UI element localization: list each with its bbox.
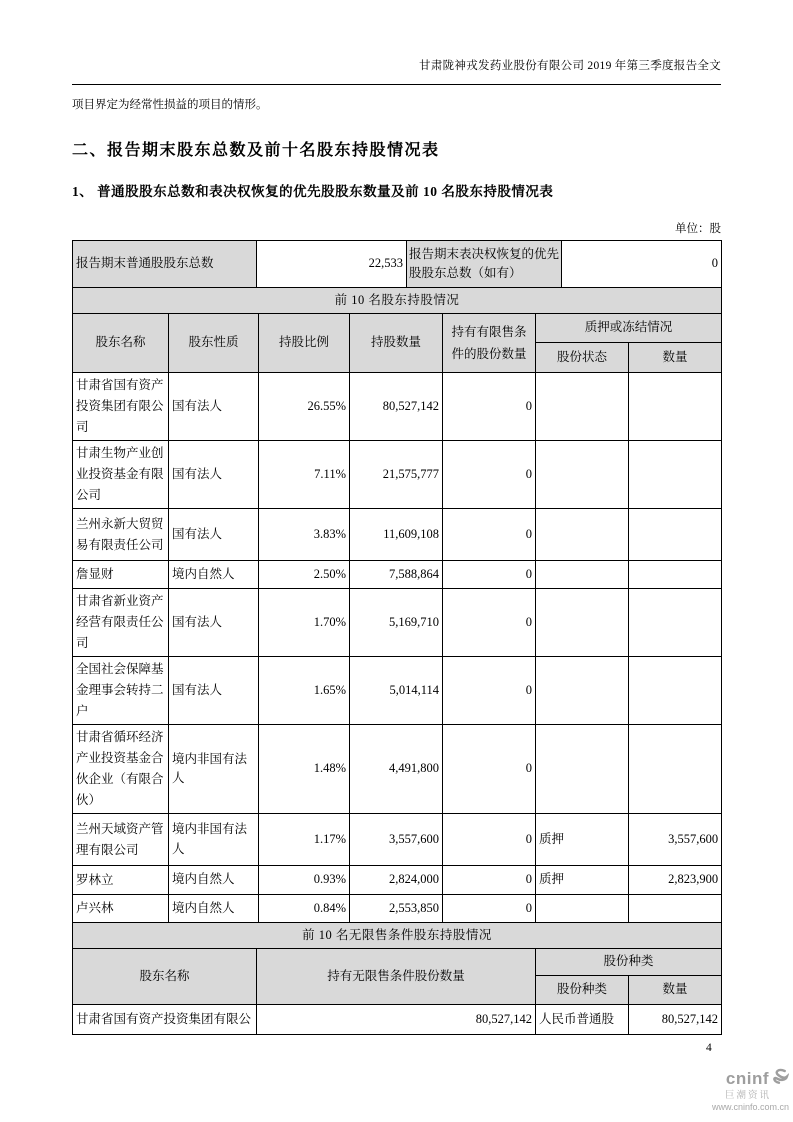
pledge-status	[536, 657, 629, 725]
shareholder-nature: 境内非国有法人	[169, 814, 259, 866]
document-header-title: 甘肃陇神戎发药业股份有限公司 2019 年第三季度报告全文	[419, 60, 721, 72]
pledge-status	[536, 561, 629, 589]
cninfo-chinese-name: 巨潮资讯	[724, 1090, 771, 1101]
preferred-shareholders-value: 0	[562, 241, 722, 288]
top10-shareholders-table	[72, 287, 722, 923]
pledge-qty	[629, 441, 722, 509]
share-qty: 80,527,142	[629, 1005, 722, 1035]
restricted-shares: 0	[443, 509, 536, 561]
restricted-shares: 0	[443, 589, 536, 657]
pledge-qty: 3,557,600	[629, 814, 722, 866]
holding-shares: 3,557,600	[350, 814, 443, 866]
holding-ratio: 3.83%	[259, 509, 350, 561]
shareholder-name: 兰州永新大贸贸易有限责任公司	[73, 509, 169, 561]
pledge-qty	[629, 725, 722, 814]
pledge-qty	[629, 373, 722, 441]
header-divider	[72, 84, 721, 85]
table-row	[73, 373, 722, 441]
shareholder-name: 甘肃省国有资产投资集团有限公	[73, 1005, 257, 1035]
pledge-status	[536, 509, 629, 561]
holding-shares: 2,824,000	[350, 866, 443, 895]
pledge-qty	[629, 657, 722, 725]
holding-shares: 21,575,777	[350, 441, 443, 509]
shareholder-name: 甘肃省新业资产经营有限责任公司	[73, 589, 169, 657]
pledge-qty	[629, 589, 722, 657]
table-row	[73, 657, 722, 725]
shareholder-name: 全国社会保障基金理事会转持二户	[73, 657, 169, 725]
holding-ratio: 1.65%	[259, 657, 350, 725]
shareholder-nature: 境内自然人	[169, 561, 259, 589]
pledge-status	[536, 589, 629, 657]
restricted-shares: 0	[443, 725, 536, 814]
pledge-qty	[629, 561, 722, 589]
top10-section-title: 前 10 名股东持股情况	[73, 288, 722, 314]
unrestricted-shares: 80,527,142	[257, 1005, 536, 1035]
shareholder-name: 罗林立	[73, 866, 169, 895]
shareholder-nature: 国有法人	[169, 441, 259, 509]
holding-ratio: 0.93%	[259, 866, 350, 895]
shareholder-name: 兰州天域资产管理有限公司	[73, 814, 169, 866]
col-header-ratio: 持股比例	[259, 314, 350, 373]
shareholder-name: 甘肃生物产业创业投资基金有限公司	[73, 441, 169, 509]
shareholder-name: 甘肃省国有资产投资集团有限公司	[73, 373, 169, 441]
shareholder-name: 詹显财	[73, 561, 169, 589]
cninfo-logo	[659, 1068, 789, 1112]
table-row	[73, 509, 722, 561]
holding-shares: 5,014,114	[350, 657, 443, 725]
shareholder-nature: 国有法人	[169, 509, 259, 561]
table-row	[73, 814, 722, 866]
holding-ratio: 0.84%	[259, 895, 350, 923]
col-header-qty: 数量	[629, 976, 722, 1005]
table-row	[73, 561, 722, 589]
holding-ratio: 1.70%	[259, 589, 350, 657]
shareholder-nature: 国有法人	[169, 657, 259, 725]
holding-ratio: 2.50%	[259, 561, 350, 589]
table-row	[73, 866, 722, 895]
unrestricted-shareholders-table	[72, 922, 722, 1035]
sub-heading: 1、 普通股股东总数和表决权恢复的优先股股东数量及前 10 名股东持股情况表	[72, 184, 554, 199]
holding-shares: 11,609,108	[350, 509, 443, 561]
pledge-status: 质押	[536, 866, 629, 895]
restricted-shares: 0	[443, 895, 536, 923]
pledge-status	[536, 373, 629, 441]
table-row	[73, 895, 722, 923]
unrestricted-section-title: 前 10 名无限售条件股东持股情况	[73, 923, 722, 949]
pledge-status	[536, 441, 629, 509]
table-row	[73, 241, 722, 288]
holding-shares: 80,527,142	[350, 373, 443, 441]
pledge-qty	[629, 509, 722, 561]
table-row	[73, 589, 722, 657]
table-row	[73, 725, 722, 814]
col-header-class-group: 股份种类	[536, 949, 722, 976]
cninfo-url: www.cninfo.com.cn	[711, 1102, 789, 1112]
holding-ratio: 7.11%	[259, 441, 350, 509]
holding-ratio: 1.17%	[259, 814, 350, 866]
pledge-status	[536, 895, 629, 923]
holding-shares: 2,553,850	[350, 895, 443, 923]
section-heading: 二、报告期末股东总数及前十名股东持股情况表	[72, 142, 440, 159]
holding-shares: 5,169,710	[350, 589, 443, 657]
col-header-share-class: 股份种类	[536, 976, 629, 1005]
table-header-row	[73, 949, 722, 976]
common-shareholders-label: 报告期末普通股股东总数	[73, 241, 257, 288]
table-row	[73, 441, 722, 509]
shareholder-nature: 境内自然人	[169, 866, 259, 895]
shareholder-tables	[72, 240, 721, 1035]
pledge-status	[536, 725, 629, 814]
holding-ratio: 26.55%	[259, 373, 350, 441]
col-header-unrestricted-shares: 持有无限售条件股份数量	[257, 949, 536, 1005]
restricted-shares: 0	[443, 866, 536, 895]
shareholder-nature: 境内自然人	[169, 895, 259, 923]
restricted-shares: 0	[443, 814, 536, 866]
table-section-title-row	[73, 288, 722, 314]
col-header-pledge-qty: 数量	[629, 343, 722, 373]
preferred-shareholders-label: 报告期末表决权恢复的优先股股东总数（如有）	[407, 241, 562, 288]
col-header-shares: 持股数量	[350, 314, 443, 373]
shareholder-nature: 国有法人	[169, 589, 259, 657]
shareholder-name: 卢兴林	[73, 895, 169, 923]
col-header-pledge-status: 股份状态	[536, 343, 629, 373]
pledge-qty: 2,823,900	[629, 866, 722, 895]
holding-shares: 4,491,800	[350, 725, 443, 814]
shareholder-name: 甘肃省循环经济产业投资基金合伙企业（有限合伙）	[73, 725, 169, 814]
col-header-pledge-group: 质押或冻结情况	[536, 314, 722, 343]
table-row	[73, 1005, 722, 1035]
col-header-restricted: 持有有限售条件的股份数量	[443, 314, 536, 373]
holding-ratio: 1.48%	[259, 725, 350, 814]
common-shareholders-value: 22,533	[257, 241, 407, 288]
col-header-name: 股东名称	[73, 314, 169, 373]
intro-text: 项目界定为经常性损益的项目的情形。	[72, 99, 268, 111]
col-header-name: 股东名称	[73, 949, 257, 1005]
table-section-title-row	[73, 923, 722, 949]
shareholder-nature: 境内非国有法人	[169, 725, 259, 814]
restricted-shares: 0	[443, 441, 536, 509]
share-class: 人民币普通股	[536, 1005, 629, 1035]
restricted-shares: 0	[443, 373, 536, 441]
shareholder-summary-table	[72, 240, 722, 288]
shareholder-nature: 国有法人	[169, 373, 259, 441]
pledge-status: 质押	[536, 814, 629, 866]
unit-label: 单位：股	[675, 223, 721, 235]
page-number: 4	[706, 1042, 712, 1054]
cninfo-brand-text: cninf	[725, 1069, 769, 1088]
pledge-qty	[629, 895, 722, 923]
table-header-row	[73, 314, 722, 343]
cninfo-swirl-icon	[770, 1068, 789, 1090]
holding-shares: 7,588,864	[350, 561, 443, 589]
col-header-nature: 股东性质	[169, 314, 259, 373]
restricted-shares: 0	[443, 657, 536, 725]
restricted-shares: 0	[443, 561, 536, 589]
